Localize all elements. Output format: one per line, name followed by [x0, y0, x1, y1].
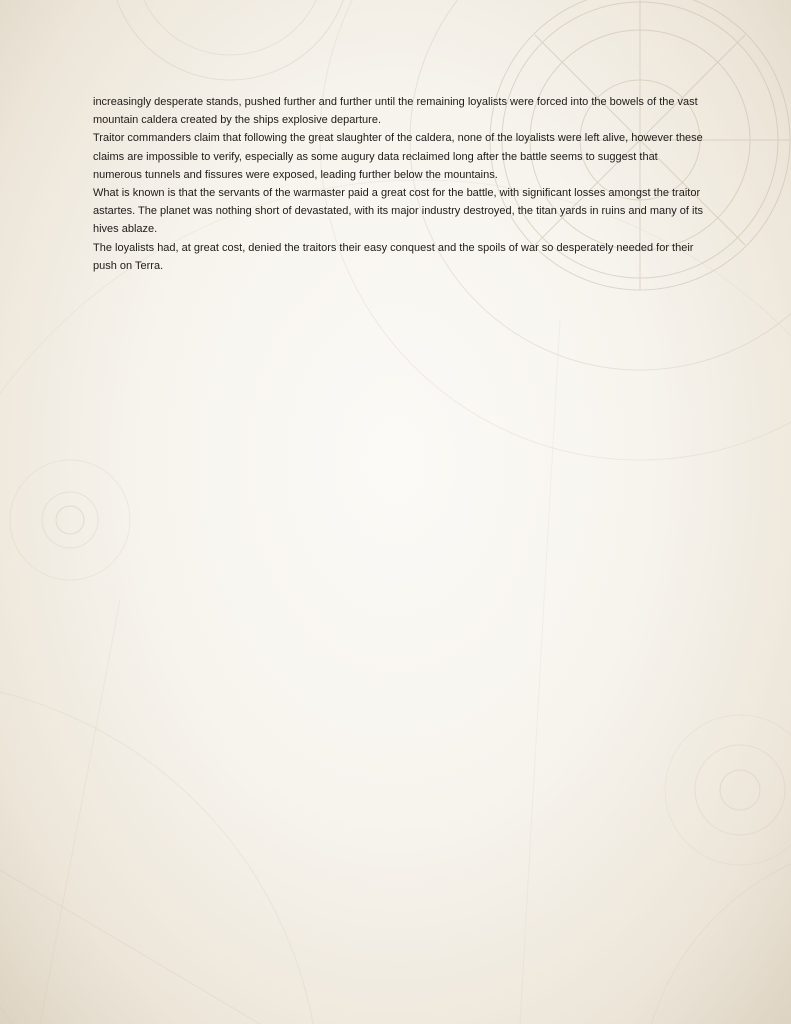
paragraph: increasingly desperate stands, pushed further and further until the remaining loyalists were forced into the bowels of the vast mountain caldera created by the ships explosive departure. [93, 96, 698, 127]
paragraph: What is known is that the servants of the warmaster paid a great cost for the battle, with significant losses amongst the traitor astartes. The planet was nothing short of devastated, with its major industry destroyed, the titan yards in ruins and many of its hives ablaze. [93, 187, 704, 236]
paragraph: The loyalists had, at great cost, denied the traitors their easy conquest and the spoils of war so desperately needed for their push on Terra. [93, 241, 694, 272]
body-text [93, 93, 705, 275]
paragraph: Traitor commanders claim that following the great slaughter of the caldera, none of the loyalists were left alive, however these claims are impossible to verify, especially as some augury data reclaimed long after the battle seems to suggest that numerous tunnels and fissures were exposed, leading further below the mountains. [93, 132, 703, 181]
